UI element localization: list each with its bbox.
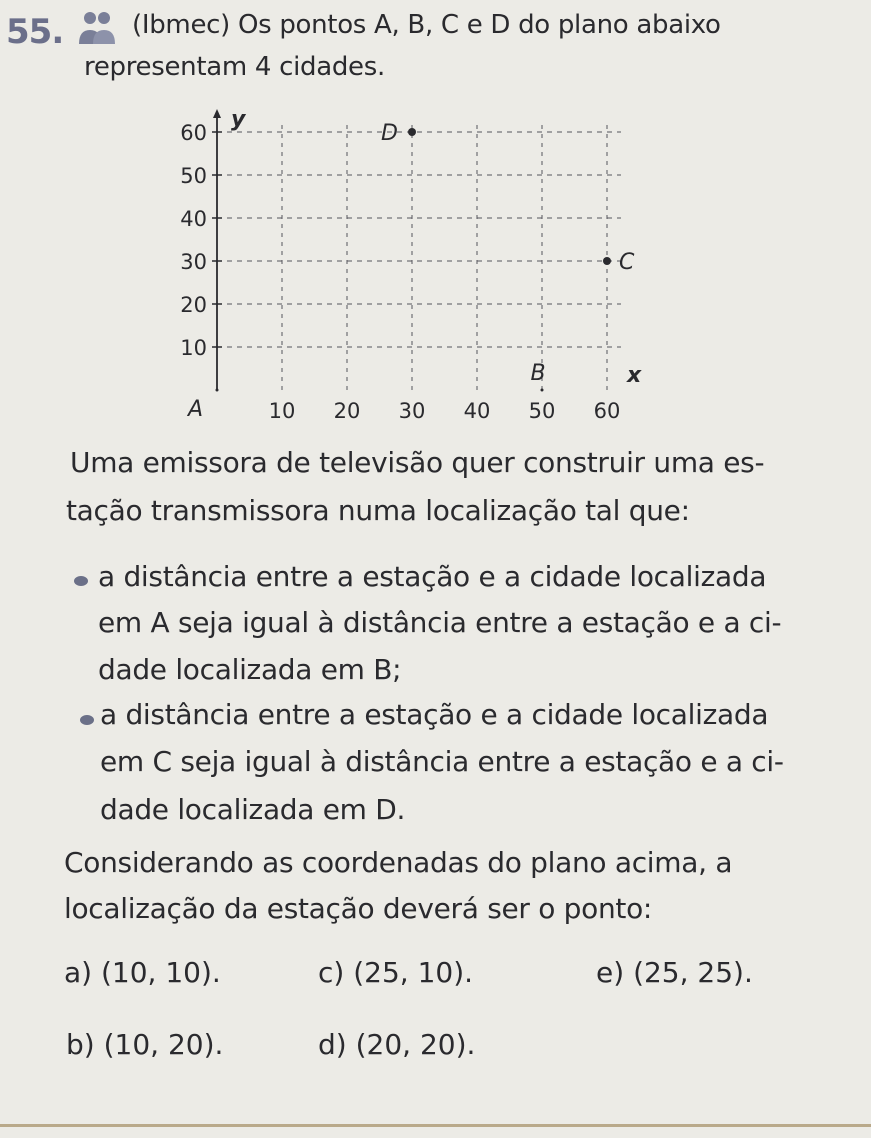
- y-axis-arrow: [213, 109, 221, 118]
- y-tick-label: 30: [180, 250, 207, 274]
- option-d[interactable]: [318, 1028, 475, 1061]
- page-bottom-rule: [0, 1124, 871, 1127]
- option-a[interactable]: [64, 956, 221, 989]
- point-label-b: B: [530, 361, 546, 386]
- option-letter: b): [66, 1028, 95, 1061]
- body-line-3: Considerando as coordenadas do plano acima, a: [64, 846, 733, 879]
- coordinate-plane-chart: [165, 100, 645, 430]
- point-d: [408, 128, 416, 136]
- body-line-1: Uma emissora de televisão quer construir uma es-: [70, 446, 765, 479]
- x-tick-label: 50: [528, 399, 556, 423]
- point-a: [216, 389, 219, 392]
- option-b[interactable]: [66, 1028, 223, 1061]
- point-b: [541, 389, 544, 392]
- option-e[interactable]: [596, 956, 753, 989]
- group-icon: [74, 8, 120, 48]
- y-axis-label: y: [231, 107, 246, 132]
- y-tick-label: 20: [180, 293, 207, 317]
- bullet-2-line-3: dade localizada em D.: [100, 793, 406, 826]
- bullet-2-line-2: em C seja igual à distância entre a estação e a ci-: [100, 745, 784, 778]
- option-letter: e): [596, 956, 625, 989]
- x-axis-label: x: [627, 363, 642, 388]
- x-tick-label: 30: [398, 399, 426, 423]
- x-tick-label: 40: [463, 399, 491, 423]
- option-value: (10, 10).: [101, 956, 221, 989]
- y-tick-label: 60: [180, 121, 207, 145]
- x-tick-label: 20: [333, 399, 361, 423]
- y-tick-label: 50: [180, 164, 207, 188]
- option-c[interactable]: [318, 956, 473, 989]
- option-letter: d): [318, 1028, 347, 1061]
- point-label-a: A: [187, 397, 203, 422]
- body-line-4: localização da estação deverá ser o ponto:: [64, 892, 653, 925]
- bullet-1-line-1: a distância entre a estação e a cidade localizada: [98, 560, 767, 593]
- bullet-2-line-1: a distância entre a estação e a cidade localizada: [100, 698, 769, 731]
- bullet-dot-1: [74, 576, 88, 586]
- option-letter: c): [318, 956, 345, 989]
- x-tick-label: 10: [268, 399, 296, 423]
- option-value: (25, 25).: [633, 956, 753, 989]
- point-label-c: C: [619, 250, 635, 275]
- bullet-1-line-3: dade localizada em B;: [98, 653, 402, 686]
- question-number: 55.: [6, 12, 64, 52]
- x-tick-label: 60: [593, 399, 621, 423]
- point-label-d: D: [381, 121, 398, 146]
- option-value: (25, 10).: [353, 956, 474, 989]
- option-letter: a): [64, 956, 93, 989]
- option-value: (10, 20).: [103, 1028, 224, 1061]
- question-title-line-2: representam 4 cidades.: [84, 52, 385, 82]
- point-c: [603, 257, 611, 265]
- bullet-dot-2: [80, 715, 94, 725]
- body-line-2: tação transmissora numa localização tal que:: [66, 494, 690, 527]
- bullet-1-line-2: em A seja igual à distância entre a estação e a ci-: [98, 606, 782, 639]
- y-tick-label: 40: [180, 207, 207, 231]
- option-value: (20, 20).: [355, 1028, 476, 1061]
- question-title-line-1: (Ibmec) Os pontos A, B, C e D do plano abaixo: [132, 10, 721, 40]
- y-tick-label: 10: [180, 336, 207, 360]
